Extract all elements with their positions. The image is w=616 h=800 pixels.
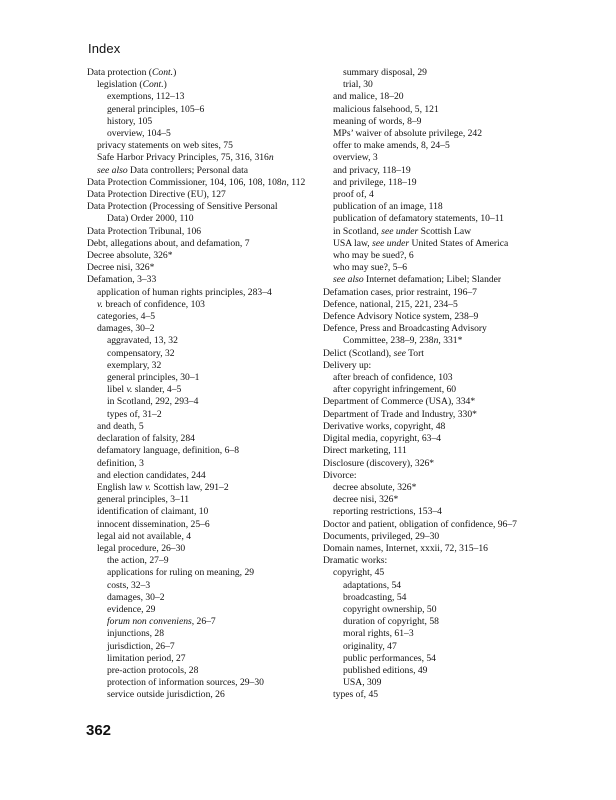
index-entry [323,689,559,701]
index-entry-text: n [281,176,287,188]
index-entry-text: Defence Advisory Notice system, 238–9 [323,311,479,323]
index-entry-text: breach of confidence, 103 [102,298,205,310]
index-entry [87,189,323,201]
index-entry-text: ) [163,79,167,91]
index-entry [87,226,323,238]
index-entry [87,91,323,103]
index-entry [323,104,559,116]
index-entry [87,299,323,311]
index-entry [323,616,559,628]
index-entry-text: MPs’ waiver of absolute privilege, 242 [333,128,483,140]
index-entry-text: publication of defamatory statements, 10–11 [333,213,504,225]
index-entry-text: defamatory language, definition, 6–8 [97,445,239,457]
index-entry [323,445,559,457]
index-entry [87,360,323,372]
index-entry-text: Data Protection (Processing of Sensitive Personal [87,201,278,213]
index-entry-text: trial, 30 [343,79,373,91]
index-entry-text: declaration of falsity, 284 [97,433,195,445]
index-entry [323,641,559,653]
index-entry-text: adaptations, 54 [343,579,402,591]
index-entry-text: Cont. [152,67,174,78]
index-entry-text: malicious falsehood, 5, 121 [333,103,439,115]
index-entry-text: Scottish Law [418,225,472,237]
index-entry-text: Data Protection Tribunal, 106 [87,225,202,237]
index-entry [323,396,559,408]
index-entry-text: , 112 [286,176,306,188]
index-entry-text: published editions, 49 [343,664,428,676]
index-entry-text: Cont. [142,79,164,91]
index-entry-text: USA law, [333,237,373,249]
index-entry-text: Data Protection Commissioner, 104, 106, 108, 108 [87,176,282,188]
index-entry [323,433,559,445]
index-entry-text: exemplary, 32 [107,359,162,371]
index-entry [87,616,323,628]
index-entry-text: protection of information sources, 29–30 [107,677,264,689]
index-entry-text: Delict (Scotland), [323,347,394,359]
index-entry-text: compensatory, 32 [107,347,175,359]
index-entry-text: forum non conveniens [107,616,192,628]
index-entry-text: legal procedure, 26–30 [97,542,186,554]
index-entry-text: evidence, 29 [107,603,156,615]
index-entry-text: Derivative works, copyright, 48 [323,420,446,432]
index-entry-text: and privilege, 118–19 [333,176,417,188]
index-entry-text: Data) Order 2000, 110 [107,213,194,225]
index-entry-text: after copyright infringement, 60 [333,384,457,396]
index-entry-text: v. [144,481,151,493]
index-entry-text: see under [381,225,419,237]
index-entry [87,445,323,457]
index-entry [87,250,323,262]
index-entry-text: , 26–7 [191,616,216,628]
index-entry-text: Domain names, Internet, xxxii, 72, 315–16 [323,542,488,554]
index-entry [87,396,323,408]
index-entry-text: duration of copyright, 58 [343,616,439,628]
index-entry [87,323,323,335]
index-entry [323,348,559,360]
index-entry [323,128,559,140]
index-entry [87,433,323,445]
index-entry [87,421,323,433]
index-entry-text: general principles, 105–6 [107,103,205,115]
index-entry-text: jurisdiction, 26–7 [107,640,175,652]
index-entry-text: Defamation, 3–33 [87,274,157,286]
index-entry-text: injunctions, 28 [107,628,165,640]
index-entry [323,360,559,372]
index-entry [323,165,559,177]
index-entry [87,653,323,665]
index-entry [323,482,559,494]
index-entry-text: Department of Trade and Industry, 330* [323,408,477,420]
index-entry [323,604,559,616]
index-entry [87,128,323,140]
index-entry [87,372,323,384]
index-entry-text: Defence, Press and Broadcasting Advisory [323,323,487,335]
index-entry-text: Safe Harbor Privacy Principles, 75, 316, 316 [97,152,269,164]
index-entry-text: offer to make amends, 8, 24–5 [333,140,450,152]
index-entry [323,677,559,689]
index-entry [323,262,559,274]
index-entry-text: libel [107,384,127,396]
index-entry-text: and election candidates, 244 [97,469,206,481]
index-entry [87,335,323,347]
index-entry-text: Data controllers; Personal data [127,164,249,176]
index-entry-text: Scottish law, 291–2 [150,481,229,493]
index-entry-text: v. [97,298,103,310]
index-entry [87,409,323,421]
index-entry [87,238,323,250]
index-entry [323,91,559,103]
index-entry-text: damages, 30–2 [97,323,155,335]
index-entry-text: general principles, 3–11 [97,494,190,506]
index-entry-text: proof of, 4 [333,189,374,201]
index-entry-text: Dramatic works: [323,555,388,567]
index-entry-text: Direct marketing, 111 [323,445,407,457]
index-entry [87,592,323,604]
index-entry-text: English law [97,481,145,493]
index-entry [87,567,323,579]
index-entry [323,311,559,323]
index-column-left [87,67,323,702]
index-entry-text: Data protection ( [87,67,152,78]
index-entry-text: applications for ruling on meaning, 29 [107,567,255,579]
index-entry-text: privacy statements on web sites, 75 [97,140,233,152]
index-entry-text: in Scotland, [333,225,382,237]
index-entry [87,482,323,494]
index-entry-text: reporting restrictions, 153–4 [333,506,442,518]
index-entry [323,628,559,640]
index-entry [87,311,323,323]
index-entry [323,458,559,470]
index-entry-text: Committee, 238–9, 238 [343,335,434,347]
index-entry-text: United States of America [409,237,509,249]
index-entry-text: Data Protection Directive (EU), 127 [87,189,226,201]
index-entry-text: Debt, allegations about, and defamation, 7 [87,237,250,249]
index-entry [87,580,323,592]
index-entry [323,421,559,433]
index-entry-text: copyright ownership, 50 [343,603,437,615]
index-entry [323,238,559,250]
page-number: 362 [86,722,112,739]
index-entry [87,262,323,274]
index-entry-text: who may sue?, 5–6 [333,262,408,274]
index-entry-text: after breach of confidence, 103 [333,372,453,384]
index-entry-text: v. [126,384,133,396]
index-entry [87,458,323,470]
index-entry [323,67,559,79]
index-entry-text: definition, 3 [97,457,144,469]
index-entry [323,592,559,604]
index-entry [323,250,559,262]
index-entry [87,152,323,164]
index-entry [323,665,559,677]
index-entry-text: ) [173,67,177,78]
index-entry [87,519,323,531]
index-entry [87,555,323,567]
index-entry-text: categories, 4–5 [97,311,156,323]
index-entry-text: overview, 3 [333,152,378,164]
index-entry-text: in Scotland, 292, 293–4 [107,396,199,408]
index-entry [87,604,323,616]
index-entry [323,274,559,286]
index-entry [87,494,323,506]
index-entry-text: Disclosure (discovery), 326* [323,457,435,469]
index-entry-text: general principles, 30–1 [107,372,200,384]
index-entry-text: types of, 31–2 [107,408,162,420]
index-entry [323,506,559,518]
index-entry-text: innocent dissemination, 25–6 [97,518,210,530]
index-entry [87,689,323,701]
index-entry-text: costs, 32–3 [107,579,151,591]
index-entry-text: and privacy, 118–19 [333,164,411,176]
index-entry-text: Digital media, copyright, 63–4 [323,433,442,445]
index-entry-text: n [433,335,439,347]
index-entry-text: pre-action protocols, 28 [107,664,199,676]
index-entry [87,177,323,189]
index-entry [323,226,559,238]
index-column-right [323,67,559,702]
index-entry-text: Decree absolute, 326* [87,250,173,262]
index-entry [323,201,559,213]
index-entry-text: overview, 104–5 [107,128,171,140]
index-entry-text: public performances, 54 [343,652,436,664]
index-entry [87,140,323,152]
index-entry-text: summary disposal, 29 [343,67,427,78]
index-entry [87,506,323,518]
index-entry-text: service outside jurisdiction, 26 [107,689,225,701]
index-entry-text: Doctor and patient, obligation of confidence, 96–7 [323,518,517,530]
index-entry [323,409,559,421]
index-entry [87,641,323,653]
index-entry [323,384,559,396]
index-entry-text: application of human rights principles, 283–4 [97,286,272,298]
index-entry-text: see [393,347,406,359]
index-entry-text: Internet defamation; Libel; Slander [363,274,502,286]
index-entry [87,67,323,79]
index-entry [87,348,323,360]
index-entry [87,470,323,482]
index-entry-text: Defence, national, 215, 221, 234–5 [323,298,458,310]
index-entry-text: damages, 30–2 [107,591,165,603]
index-entry-text: legislation ( [97,79,143,91]
index-entry [87,665,323,677]
index-entry-text: Tort [405,347,424,359]
index-entry-text: USA, 309 [343,677,382,689]
index-entry-text: types of, 45 [333,689,379,701]
page-header-title: Index [88,41,121,56]
index-entry [87,531,323,543]
index-entry [323,287,559,299]
index-entry-text: meaning of words, 8–9 [333,115,422,127]
index-entry-text: see also [97,164,128,176]
index-entry-text: copyright, 45 [333,567,385,579]
index-entry-text: moral rights, 61–3 [343,628,414,640]
index-entry [87,274,323,286]
index-entry [323,470,559,482]
index-entry [87,116,323,128]
index-entry-text: Divorce: [323,469,357,481]
index-entry-text: Decree nisi, 326* [87,262,155,274]
index-entry [87,628,323,640]
index-entry-text: legal aid not available, 4 [97,530,192,542]
index-entry [323,299,559,311]
index-entry-text: exemptions, 112–13 [107,91,185,103]
index-entry-text: broadcasting, 54 [343,591,407,603]
index-entry-text: Delivery up: [323,359,372,371]
index-entry-text: Defamation cases, prior restraint, 196–7 [323,286,477,298]
index-entry-text: limitation period, 27 [107,652,186,664]
index-entry-text: the action, 27–9 [107,555,169,567]
index-entry-text: decree nisi, 326* [333,494,399,506]
index-entry-text: Documents, privileged, 29–30 [323,530,440,542]
index-entry [87,165,323,177]
index-entry [323,494,559,506]
index-entry-text: see under [372,237,410,249]
index-entry-text: Department of Commerce (USA), 334* [323,396,476,408]
index-entry [323,372,559,384]
index-entry [87,384,323,396]
index-entry [323,213,559,225]
index-entry-text: n [268,152,274,164]
index-entry-text: publication of an image, 118 [333,201,443,213]
index-entry-text: originality, 47 [343,640,397,652]
index-entry [87,287,323,299]
index-entry-text: and death, 5 [97,420,144,432]
index-entry [323,580,559,592]
index-entry [323,323,559,335]
index-entry [323,543,559,555]
index-entry-text: see also [333,274,364,286]
index-entry [323,555,559,567]
index-entry-text: history, 105 [107,115,153,127]
index-entry [87,543,323,555]
index-entry [323,653,559,665]
index-entry-text: and malice, 18–20 [333,91,404,103]
index-entry [323,177,559,189]
index-entry [323,519,559,531]
index-entry [323,531,559,543]
index-entry [323,152,559,164]
index-entry [323,79,559,91]
index-entry-text: slander, 4–5 [132,384,182,396]
index-entry [323,567,559,579]
index-entry [87,213,323,225]
index-entry [87,201,323,213]
index-entry [323,335,559,347]
index-entry-text: identification of claimant, 10 [97,506,209,518]
index-entry [87,677,323,689]
index-entry [323,116,559,128]
index-entry-text: who may be sued?, 6 [333,250,414,262]
index-entry [323,140,559,152]
index-entry [323,189,559,201]
index-entry [87,79,323,91]
index-entry [87,104,323,116]
index-entry-text: , 331* [438,335,463,347]
index-entry-text: aggravated, 13, 32 [107,335,178,347]
index-entry-text: decree absolute, 326* [333,481,417,493]
